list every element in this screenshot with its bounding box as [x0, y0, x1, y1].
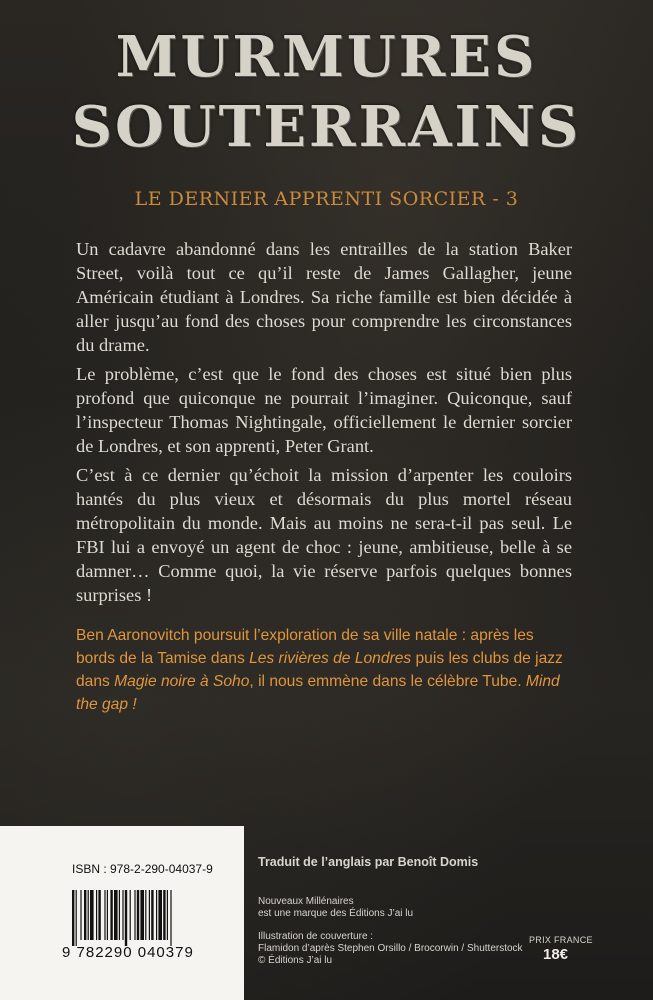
- promo-text-2: puis les clubs de jazz dans: [76, 650, 563, 690]
- blurb-paragraph-3: C’est à ce dernier qu’échoit la mission d’arpenter les couloirs hantés du plus vieux et désormais du plus mortel réseau métropolitain du monde. Mais au moins ne sera-t-il pas seul. Le FBI lui a envoyé un agent de choc : jeune, ambitieuse, belle à se damner… Comme quoi, la vie réserve parfois quelques bonnes surprises !: [76, 465, 572, 605]
- imprint-line-2: est une marque des Éditions J’ai lu: [258, 908, 414, 919]
- author-promo: [76, 624, 576, 716]
- illustration-credit-3: © Éditions J’ai lu: [258, 955, 333, 966]
- promo-book-title-1: Les rivières de Londres: [249, 650, 412, 667]
- barcode-digits: 9 782290 040379: [62, 944, 194, 961]
- barcode-icon: [70, 890, 210, 946]
- series-subtitle: LE DERNIER APPRENTI SORCIER - 3: [134, 188, 519, 210]
- illustration-credit-2: Flamidon d’après Stephen Orsillo / Brocorwin / Shutterstock: [258, 943, 523, 954]
- isbn-label: ISBN : 978-2-290-04037-9: [72, 862, 213, 876]
- price-label: PRIX FRANCE: [529, 935, 593, 945]
- price-value: 18€: [543, 946, 569, 963]
- promo-tagline: Mind the gap !: [76, 673, 560, 713]
- blurb-paragraph-1: Un cadavre abandonné dans les entrailles de la station Baker Street, voilà tout ce qu’il reste de James Gallagher, jeune Américain étudiant à Londres. Sa riche famille est bien décidée à aller jusqu’au fond des choses pour comprendre les circonstances du drame.: [76, 239, 572, 355]
- illustration-credit-1: Illustration de couverture :: [258, 931, 374, 942]
- title-line-1: MURMURES: [115, 24, 538, 90]
- translator-credit: Traduit de l’anglais par Benoît Domis: [258, 855, 479, 869]
- blurb-paragraph-2: Le problème, c’est que le fond des choses est situé bien plus profond que quiconque ne pourrait l’imaginer. Quiconque, sauf l’inspecteur Thomas Nightingale, officiellement le dernier sorcier de Londres, et son apprenti, Peter Grant.: [76, 364, 572, 456]
- promo-text-1: Ben Aaronovitch poursuit l’exploration de sa ville natale : après les bords de la Tamise dans: [76, 627, 534, 667]
- imprint-line-1: Nouveaux Millénaires: [258, 896, 354, 907]
- promo-text-3: , il nous emmène dans le célèbre Tube.: [249, 673, 526, 690]
- promo-book-title-2: Magie noire à Soho: [114, 673, 250, 690]
- title-line-2: SOUTERRAINS: [71, 94, 582, 160]
